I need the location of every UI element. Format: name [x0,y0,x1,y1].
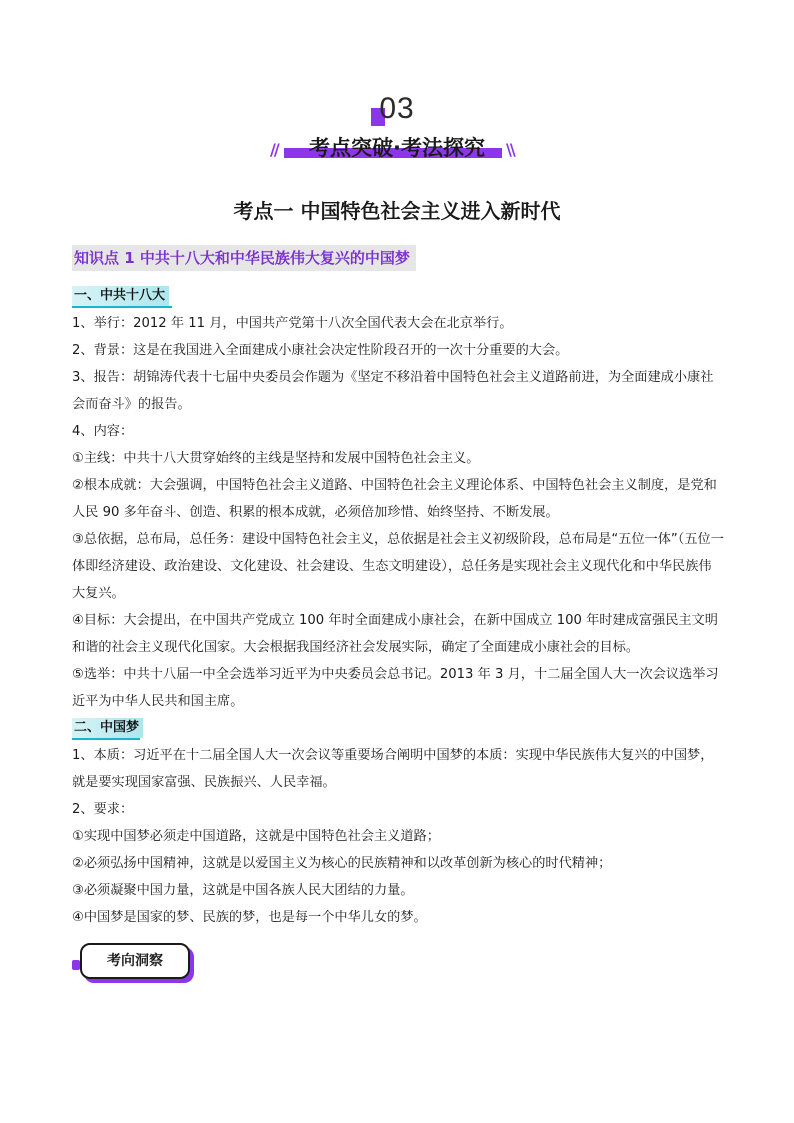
paragraph: 4、内容： [72,424,134,439]
subheading-cpc-18th-congress: 一、中共十八大 [72,286,169,306]
section-title: 考点突破·考法探究 [309,136,485,160]
paragraph: 1、举行：2012 年 11 月，中国共产党第十八次全国代表大会在北京举行。 [72,316,513,331]
paragraph: 3、报告：胡锦涛代表十七届中央委员会作题为《坚定不移沿着中国特色社会主义道路前进，为全面建成小康社会而奋斗》的报告。 [72,370,714,412]
knowledge-point-banner: 知识点 1 中共十八大和中华民族伟大复兴的中国梦 [72,245,416,271]
paragraph: 2、背景：这是在我国进入全面建成小康社会决定性阶段召开的一次十分重要的大会。 [72,343,569,358]
subheading-chinese-dream: 二、中国梦 [72,718,143,738]
paragraph: ②根本成就：大会强调，中国特色社会主义道路、中国特色社会主义理论体系、中国特色社会主义制度，是党和人民 90 多年奋斗、创造、积累的根本成就，必须倍加珍惜、始终坚持、不断发展。 [72,478,717,520]
section-number: 03 [379,92,415,125]
paragraph: ④中国梦是国家的梦、民族的梦，也是每一个中华儿女的梦。 [72,910,427,925]
badge-accent [72,960,80,970]
paragraph: ③总依据，总布局，总任务：建设中国特色社会主义，总依据是社会主义初级阶段，总布局是“五位一体”（五位一体即经济建设、政治建设、文化建设、社会建设、生态文明建设），总任务是实现社会主义现代化和中华民族伟大复兴。 [72,532,724,601]
topic-title: 考点一 中国特色社会主义进入新时代 [233,199,561,223]
paragraph: ④目标：大会提出，在中国共产党成立 100 年时全面建成小康社会，在新中国成立 100 年时建成富强民主文明和谐的社会主义现代化国家。大会根据我国经济社会发展实际，确定了全面建成小康社会的目标。 [72,613,718,655]
paragraph: ⑤选举：中共十八届一中全会选举习近平为中央委员会总书记。2013 年 3 月，十二届全国人大一次会议选举习近平为中华人民共和国主席。 [72,667,719,709]
paragraph: ②必须弘扬中国精神，这就是以爱国主义为核心的民族精神和以改革创新为核心的时代精神； [72,856,612,871]
left-slash-decoration: // [270,140,278,159]
paragraph: 2、要求： [72,802,134,817]
paragraph: ③必须凝聚中国力量，这就是中国各族人民大团结的力量。 [72,883,414,898]
paragraph: ①主线：中共十八大贯穿始终的主线是坚持和发展中国特色社会主义。 [72,451,480,466]
subheading-underline [72,738,140,740]
exam-insight-badge: 考向洞察 [80,943,190,979]
subheading-underline [72,306,172,308]
paragraph: 1、本质：习近平在十二届全国人大一次会议等重要场合阐明中国梦的本质：实现中华民族伟大复兴的中国梦，就是要实现国家富强、民族振兴、人民幸福。 [72,748,714,790]
right-slash-decoration: \\ [506,140,514,159]
paragraph: ①实现中国梦必须走中国道路，这就是中国特色社会主义道路； [72,829,440,844]
